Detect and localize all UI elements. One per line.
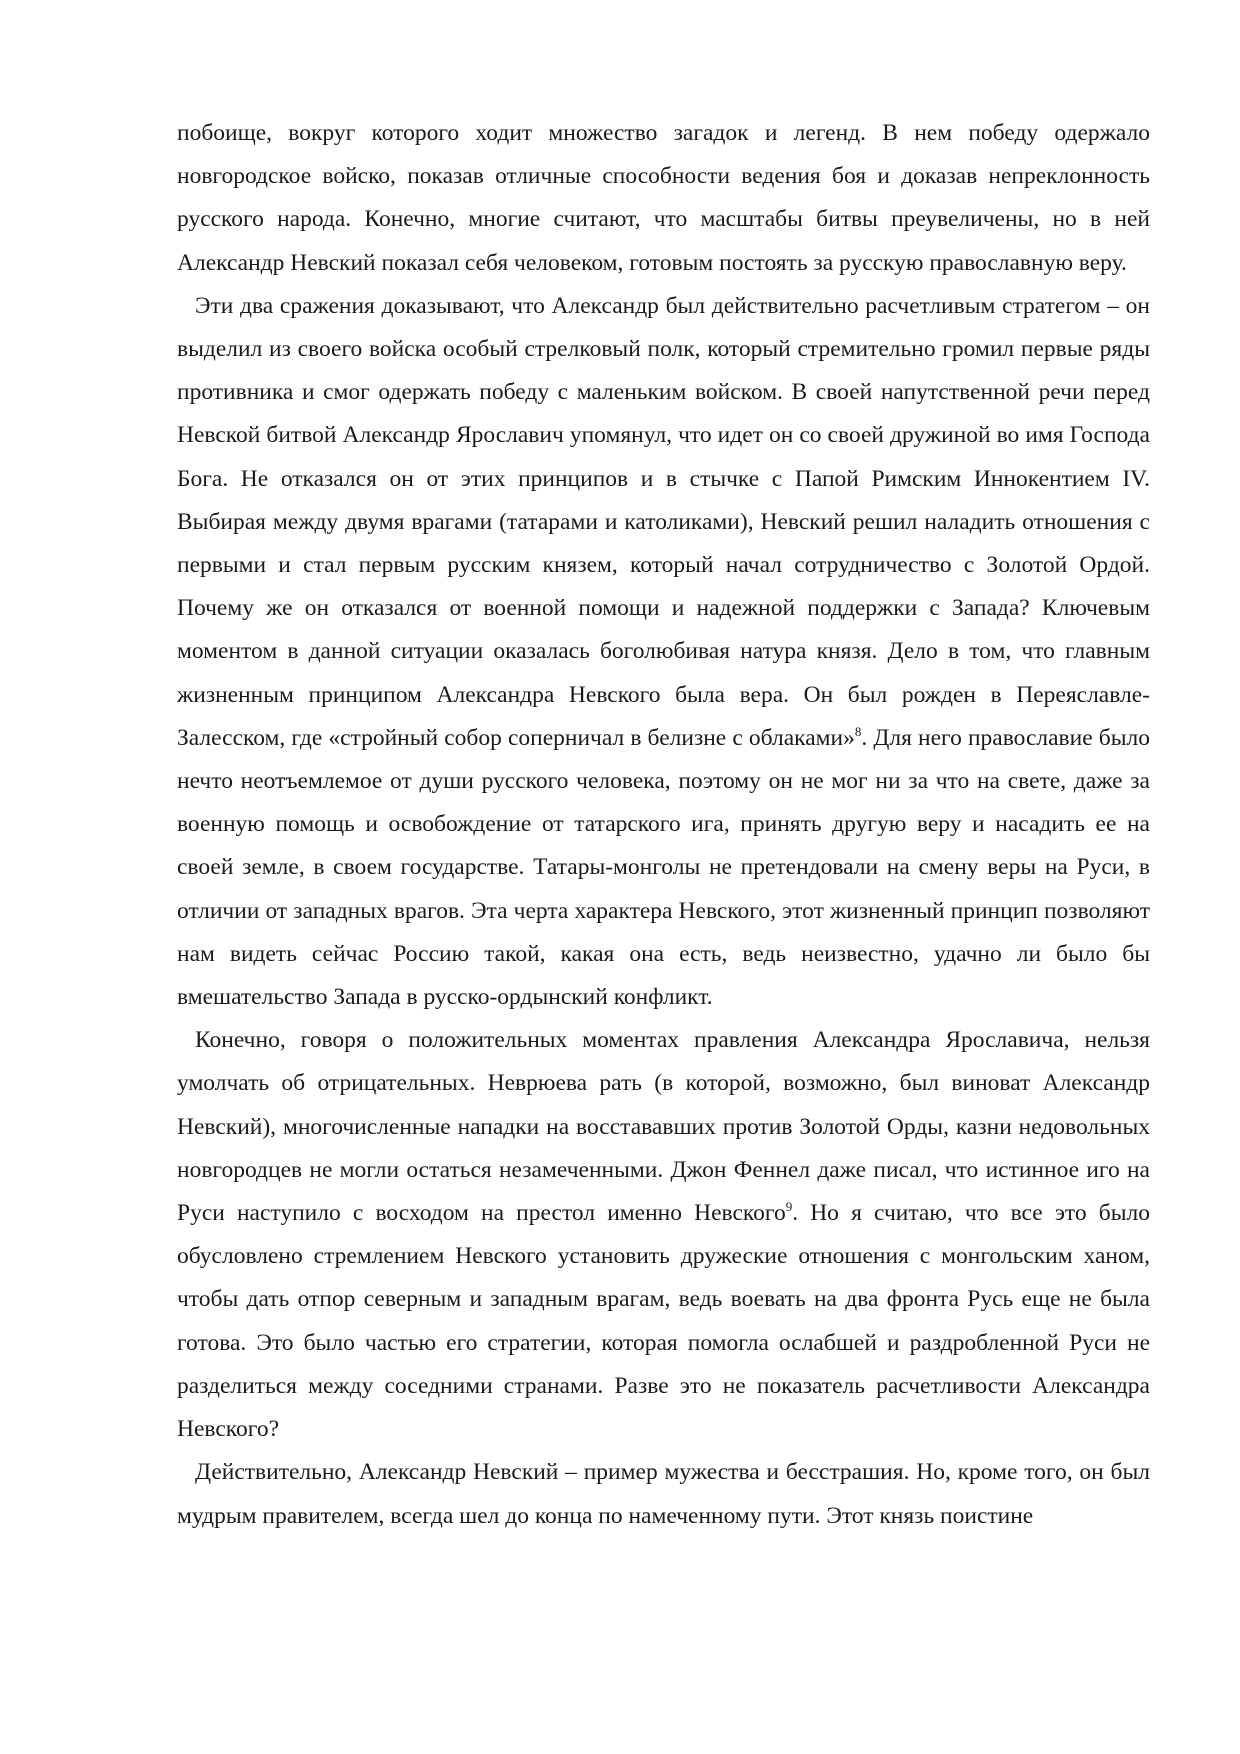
- paragraph-text: Эти два сражения доказывают, что Александр был действительно расчетливым стратегом – он выделил из своего войска особый стрелковый полк, который стремительно громил первые ряды противника и смог одержать победу с маленьким войском. В своей напутственной речи перед Невской битвой Александр Ярославич упомянул, что идет он со своей дружиной во имя Господа Бога. Не отказался он от этих принципов и в стычке с Папой Римским Иннокентием IV. Выбирая между двумя врагами (татарами и католиками), Невский решил наладить отношения с первыми и стал первым русским князем, который начал сотрудничество с Золотой Ордой. Почему же он отказался от военной помощи и надежной поддержки с Запада? Ключевым моментом в данной ситуации оказалась боголюбивая натура князя. Дело в том, что главным жизненным принципом Александра Невского была вера. Он был рожден в Переяславле-Залесском, где «стройный собор соперничал в белизне с облаками»: [177, 292, 1150, 751]
- paragraph: [177, 285, 1150, 1019]
- paragraph: [177, 1451, 1150, 1537]
- paragraph-text: побоище, вокруг которого ходит множество загадок и легенд. В нем победу одержало новгородское войско, показав отличные способности ведения боя и доказав непреклонность русского народа. Конечно, многие считают, что масштабы битвы преувеличены, но в ней Александр Невский показал себя человеком, готовым постоять за русскую православную веру.: [177, 120, 1150, 276]
- paragraph-text: . Для него православие было нечто неотъемлемое от души русского человека, поэтому он не мог ни за что на свете, даже за военную помощь и освобождение от татарского ига, принять другую веру и насадить ее на своей земле, в своем государстве. Татары-монголы не претендовали на смену веры на Руси, в отличии от западных врагов. Эта черта характера Невского, этот жизненный принцип позволяют нам видеть сейчас Россию такой, какая она есть, ведь неизвестно, удачно ли было бы вмешательство Запада в русско-ордынский конфликт.: [177, 724, 1150, 1011]
- footnote-ref: 9: [785, 1199, 793, 1215]
- paragraph: [177, 112, 1150, 285]
- paragraph-text: . Но я считаю, что все это было обусловлено стремлением Невского установить дружеские отношения с монгольским ханом, чтобы дать отпор северным и западным врагам, ведь воевать на два фронта Русь еще не была готова. Это было частью его стратегии, которая помогла ослабшей и раздробленной Руси не разделиться между соседними странами. Разве это не показатель расчетливости Александра Невского?: [177, 1200, 1150, 1443]
- paragraph-text: Действительно, Александр Невский – пример мужества и бесстрашия. Но, кроме того, он был мудрым правителем, всегда шел до конца по намеченному пути. Этот князь поистине: [177, 1459, 1150, 1529]
- paragraph: [177, 1019, 1150, 1451]
- body-text: [177, 112, 1150, 1538]
- paragraph-text: Конечно, говоря о положительных моментах правления Александра Ярославича, нельзя умолчать об отрицательных. Неврюева рать (в которой, возможно, был виноват Александр Невский), многочисленные нападки на восстававших против Золотой Орды, казни недовольных новгородцев не могли остаться незамеченными. Джон Феннел даже писал, что истинное иго на Руси наступило с восходом на престол именно Невского: [177, 1027, 1150, 1227]
- footnote-ref: 8: [854, 723, 862, 739]
